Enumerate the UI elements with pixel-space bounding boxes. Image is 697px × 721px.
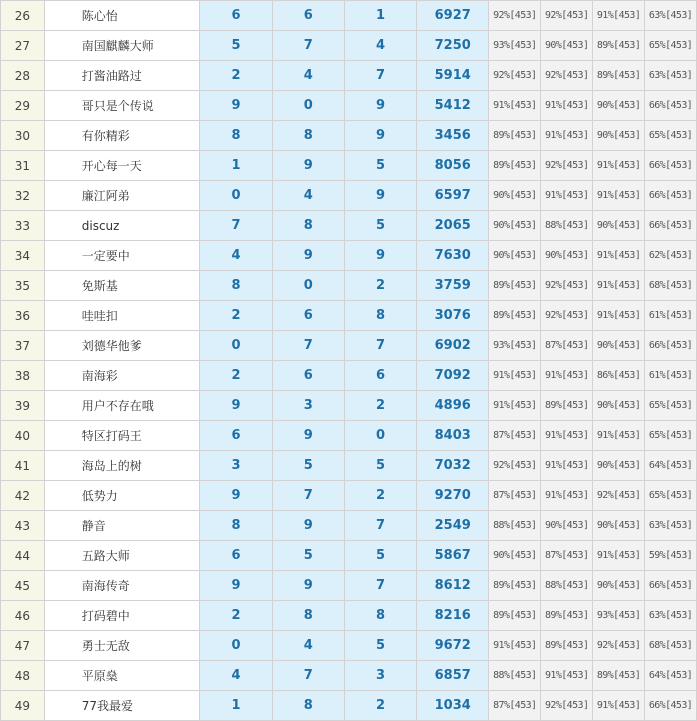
stat-1-cell: 92%[453] [489, 451, 541, 481]
stat-2-cell: 87%[453] [541, 331, 593, 361]
stat-2-cell: 92%[453] [541, 301, 593, 331]
digit-1-cell: 4 [200, 241, 272, 271]
stat-4-cell: 68%[453] [645, 271, 697, 301]
number-cell: 2549 [417, 511, 489, 541]
number-cell: 6902 [417, 331, 489, 361]
stat-3-cell: 90%[453] [593, 121, 645, 151]
stat-2-cell: 91%[453] [541, 91, 593, 121]
table-row [1, 151, 697, 181]
stat-1-cell: 91%[453] [489, 631, 541, 661]
number-cell: 7630 [417, 241, 489, 271]
digit-3-cell: 7 [344, 571, 416, 601]
stat-4-cell: 65%[453] [645, 121, 697, 151]
stat-2-cell: 91%[453] [541, 181, 593, 211]
digit-3-cell: 0 [344, 421, 416, 451]
stat-3-cell: 90%[453] [593, 451, 645, 481]
stat-2-cell: 87%[453] [541, 541, 593, 571]
rank-cell: 35 [1, 271, 45, 301]
stat-4-cell: 66%[453] [645, 571, 697, 601]
username-cell: 廉江阿弟 [44, 181, 200, 211]
table-row [1, 571, 697, 601]
stat-3-cell: 92%[453] [593, 481, 645, 511]
digit-1-cell: 8 [200, 511, 272, 541]
username-cell: 南海彩 [44, 361, 200, 391]
rank-cell: 45 [1, 571, 45, 601]
username-cell: 用户不存在哦 [44, 391, 200, 421]
stat-1-cell: 87%[453] [489, 421, 541, 451]
stat-2-cell: 89%[453] [541, 631, 593, 661]
stat-1-cell: 87%[453] [489, 481, 541, 511]
number-cell: 7032 [417, 451, 489, 481]
stat-3-cell: 90%[453] [593, 91, 645, 121]
digit-1-cell: 4 [200, 661, 272, 691]
digit-1-cell: 2 [200, 61, 272, 91]
rank-cell: 37 [1, 331, 45, 361]
username-cell: 打码碧中 [44, 601, 200, 631]
username-cell: 刘德华他爹 [44, 331, 200, 361]
stat-1-cell: 89%[453] [489, 601, 541, 631]
digit-3-cell: 5 [344, 451, 416, 481]
stat-4-cell: 66%[453] [645, 331, 697, 361]
stat-1-cell: 89%[453] [489, 151, 541, 181]
digit-1-cell: 3 [200, 451, 272, 481]
digit-1-cell: 9 [200, 391, 272, 421]
stat-4-cell: 65%[453] [645, 421, 697, 451]
rank-cell: 38 [1, 361, 45, 391]
number-cell: 1034 [417, 691, 489, 721]
stat-4-cell: 59%[453] [645, 541, 697, 571]
stat-4-cell: 62%[453] [645, 241, 697, 271]
stat-2-cell: 92%[453] [541, 691, 593, 721]
digit-1-cell: 6 [200, 1, 272, 31]
number-cell: 8056 [417, 151, 489, 181]
stat-4-cell: 64%[453] [645, 661, 697, 691]
digit-3-cell: 6 [344, 361, 416, 391]
number-cell: 8216 [417, 601, 489, 631]
stat-3-cell: 91%[453] [593, 271, 645, 301]
stat-2-cell: 92%[453] [541, 151, 593, 181]
digit-2-cell: 9 [272, 151, 344, 181]
table-row [1, 361, 697, 391]
stat-3-cell: 92%[453] [593, 631, 645, 661]
table-row [1, 661, 697, 691]
digit-2-cell: 7 [272, 661, 344, 691]
table-row [1, 1, 697, 31]
digit-3-cell: 8 [344, 601, 416, 631]
stat-3-cell: 90%[453] [593, 211, 645, 241]
username-cell: 南国麒麟大师 [44, 31, 200, 61]
number-cell: 5412 [417, 91, 489, 121]
rank-cell: 43 [1, 511, 45, 541]
stat-1-cell: 89%[453] [489, 301, 541, 331]
rank-cell: 26 [1, 1, 45, 31]
stat-2-cell: 91%[453] [541, 661, 593, 691]
digit-3-cell: 2 [344, 391, 416, 421]
digit-1-cell: 8 [200, 271, 272, 301]
stat-1-cell: 88%[453] [489, 511, 541, 541]
digit-3-cell: 8 [344, 301, 416, 331]
digit-2-cell: 9 [272, 571, 344, 601]
stat-4-cell: 63%[453] [645, 1, 697, 31]
digit-2-cell: 8 [272, 121, 344, 151]
digit-2-cell: 5 [272, 541, 344, 571]
username-cell: 五路大师 [44, 541, 200, 571]
stat-3-cell: 91%[453] [593, 691, 645, 721]
stat-1-cell: 89%[453] [489, 571, 541, 601]
number-cell: 9270 [417, 481, 489, 511]
stat-2-cell: 91%[453] [541, 481, 593, 511]
stat-2-cell: 90%[453] [541, 511, 593, 541]
number-cell: 6597 [417, 181, 489, 211]
digit-1-cell: 7 [200, 211, 272, 241]
stat-1-cell: 90%[453] [489, 541, 541, 571]
ranking-table-body [1, 1, 697, 721]
number-cell: 3456 [417, 121, 489, 151]
digit-3-cell: 2 [344, 691, 416, 721]
table-row [1, 181, 697, 211]
digit-1-cell: 1 [200, 151, 272, 181]
stat-4-cell: 61%[453] [645, 361, 697, 391]
rank-cell: 46 [1, 601, 45, 631]
stat-3-cell: 91%[453] [593, 421, 645, 451]
table-row [1, 421, 697, 451]
digit-1-cell: 2 [200, 301, 272, 331]
number-cell: 7250 [417, 31, 489, 61]
digit-1-cell: 9 [200, 91, 272, 121]
rank-cell: 42 [1, 481, 45, 511]
table-row [1, 451, 697, 481]
rank-cell: 40 [1, 421, 45, 451]
rank-cell: 30 [1, 121, 45, 151]
username-cell: 一定要中 [44, 241, 200, 271]
stat-2-cell: 88%[453] [541, 211, 593, 241]
digit-2-cell: 8 [272, 211, 344, 241]
stat-1-cell: 91%[453] [489, 391, 541, 421]
stat-3-cell: 91%[453] [593, 181, 645, 211]
table-row [1, 271, 697, 301]
rank-cell: 28 [1, 61, 45, 91]
digit-3-cell: 9 [344, 241, 416, 271]
stat-1-cell: 88%[453] [489, 661, 541, 691]
stat-3-cell: 93%[453] [593, 601, 645, 631]
number-cell: 5867 [417, 541, 489, 571]
digit-3-cell: 9 [344, 181, 416, 211]
digit-1-cell: 2 [200, 601, 272, 631]
stat-1-cell: 90%[453] [489, 241, 541, 271]
digit-2-cell: 9 [272, 511, 344, 541]
username-cell: 77我最爱 [44, 691, 200, 721]
stat-1-cell: 91%[453] [489, 361, 541, 391]
digit-3-cell: 7 [344, 61, 416, 91]
stat-1-cell: 92%[453] [489, 61, 541, 91]
rank-cell: 29 [1, 91, 45, 121]
stat-3-cell: 91%[453] [593, 541, 645, 571]
stat-2-cell: 92%[453] [541, 61, 593, 91]
digit-1-cell: 5 [200, 31, 272, 61]
stat-3-cell: 91%[453] [593, 301, 645, 331]
table-row [1, 691, 697, 721]
username-cell: 平原燊 [44, 661, 200, 691]
digit-3-cell: 2 [344, 481, 416, 511]
digit-2-cell: 3 [272, 391, 344, 421]
digit-3-cell: 4 [344, 31, 416, 61]
number-cell: 9672 [417, 631, 489, 661]
stat-1-cell: 87%[453] [489, 691, 541, 721]
digit-2-cell: 4 [272, 181, 344, 211]
digit-1-cell: 0 [200, 181, 272, 211]
digit-2-cell: 8 [272, 691, 344, 721]
digit-2-cell: 6 [272, 301, 344, 331]
table-row [1, 61, 697, 91]
digit-1-cell: 1 [200, 691, 272, 721]
stat-4-cell: 61%[453] [645, 301, 697, 331]
stat-4-cell: 64%[453] [645, 451, 697, 481]
digit-2-cell: 4 [272, 631, 344, 661]
stat-3-cell: 90%[453] [593, 571, 645, 601]
digit-1-cell: 0 [200, 631, 272, 661]
number-cell: 8612 [417, 571, 489, 601]
username-cell: 哇哇扣 [44, 301, 200, 331]
stat-1-cell: 90%[453] [489, 181, 541, 211]
table-row [1, 31, 697, 61]
digit-2-cell: 7 [272, 481, 344, 511]
digit-2-cell: 5 [272, 451, 344, 481]
digit-2-cell: 9 [272, 421, 344, 451]
rank-cell: 49 [1, 691, 45, 721]
table-row [1, 301, 697, 331]
table-row [1, 91, 697, 121]
stat-2-cell: 91%[453] [541, 121, 593, 151]
rank-cell: 36 [1, 301, 45, 331]
stat-1-cell: 92%[453] [489, 1, 541, 31]
stat-1-cell: 93%[453] [489, 331, 541, 361]
rank-cell: 48 [1, 661, 45, 691]
stat-2-cell: 92%[453] [541, 1, 593, 31]
number-cell: 3076 [417, 301, 489, 331]
username-cell: 南海传奇 [44, 571, 200, 601]
digit-1-cell: 6 [200, 421, 272, 451]
username-cell: 低势力 [44, 481, 200, 511]
digit-3-cell: 9 [344, 91, 416, 121]
stat-3-cell: 91%[453] [593, 1, 645, 31]
username-cell: discuz [44, 211, 200, 241]
rank-cell: 27 [1, 31, 45, 61]
digit-2-cell: 0 [272, 91, 344, 121]
digit-2-cell: 7 [272, 331, 344, 361]
digit-2-cell: 6 [272, 361, 344, 391]
stat-2-cell: 90%[453] [541, 241, 593, 271]
stat-4-cell: 66%[453] [645, 91, 697, 121]
stat-3-cell: 86%[453] [593, 361, 645, 391]
stat-4-cell: 66%[453] [645, 151, 697, 181]
username-cell: 陈心怡 [44, 1, 200, 31]
username-cell: 勇士无敌 [44, 631, 200, 661]
stat-3-cell: 90%[453] [593, 511, 645, 541]
number-cell: 6927 [417, 1, 489, 31]
table-row [1, 211, 697, 241]
stat-1-cell: 93%[453] [489, 31, 541, 61]
stat-4-cell: 63%[453] [645, 511, 697, 541]
number-cell: 2065 [417, 211, 489, 241]
rank-cell: 41 [1, 451, 45, 481]
stat-2-cell: 92%[453] [541, 271, 593, 301]
digit-3-cell: 5 [344, 151, 416, 181]
stat-4-cell: 66%[453] [645, 691, 697, 721]
digit-3-cell: 7 [344, 331, 416, 361]
username-cell: 有你精彩 [44, 121, 200, 151]
rank-cell: 32 [1, 181, 45, 211]
digit-2-cell: 6 [272, 1, 344, 31]
digit-1-cell: 0 [200, 331, 272, 361]
table-row [1, 601, 697, 631]
digit-1-cell: 9 [200, 481, 272, 511]
stat-4-cell: 66%[453] [645, 181, 697, 211]
digit-3-cell: 5 [344, 631, 416, 661]
stat-4-cell: 65%[453] [645, 391, 697, 421]
username-cell: 海岛上的树 [44, 451, 200, 481]
stat-3-cell: 91%[453] [593, 151, 645, 181]
digit-3-cell: 5 [344, 541, 416, 571]
table-row [1, 331, 697, 361]
digit-1-cell: 9 [200, 571, 272, 601]
table-row [1, 391, 697, 421]
table-row [1, 481, 697, 511]
table-row [1, 631, 697, 661]
number-cell: 6857 [417, 661, 489, 691]
stat-4-cell: 63%[453] [645, 601, 697, 631]
stat-3-cell: 89%[453] [593, 61, 645, 91]
stat-3-cell: 89%[453] [593, 31, 645, 61]
stat-1-cell: 91%[453] [489, 91, 541, 121]
table-row [1, 541, 697, 571]
rank-cell: 44 [1, 541, 45, 571]
number-cell: 3759 [417, 271, 489, 301]
digit-1-cell: 6 [200, 541, 272, 571]
stat-3-cell: 91%[453] [593, 241, 645, 271]
username-cell: 静音 [44, 511, 200, 541]
rank-cell: 34 [1, 241, 45, 271]
table-row [1, 511, 697, 541]
digit-1-cell: 8 [200, 121, 272, 151]
digit-3-cell: 9 [344, 121, 416, 151]
number-cell: 7092 [417, 361, 489, 391]
stat-2-cell: 91%[453] [541, 421, 593, 451]
stat-1-cell: 89%[453] [489, 271, 541, 301]
table-row [1, 241, 697, 271]
stat-2-cell: 88%[453] [541, 571, 593, 601]
stat-2-cell: 91%[453] [541, 361, 593, 391]
number-cell: 8403 [417, 421, 489, 451]
stat-2-cell: 91%[453] [541, 451, 593, 481]
table-row [1, 121, 697, 151]
rank-cell: 33 [1, 211, 45, 241]
digit-3-cell: 1 [344, 1, 416, 31]
rank-cell: 47 [1, 631, 45, 661]
digit-2-cell: 0 [272, 271, 344, 301]
rank-cell: 39 [1, 391, 45, 421]
stat-4-cell: 63%[453] [645, 61, 697, 91]
stat-3-cell: 89%[453] [593, 661, 645, 691]
digit-3-cell: 2 [344, 271, 416, 301]
stat-2-cell: 89%[453] [541, 601, 593, 631]
rank-cell: 31 [1, 151, 45, 181]
username-cell: 开心每一天 [44, 151, 200, 181]
stat-4-cell: 65%[453] [645, 481, 697, 511]
digit-3-cell: 3 [344, 661, 416, 691]
digit-3-cell: 5 [344, 211, 416, 241]
stat-4-cell: 65%[453] [645, 31, 697, 61]
digit-2-cell: 9 [272, 241, 344, 271]
digit-2-cell: 8 [272, 601, 344, 631]
username-cell: 免斯基 [44, 271, 200, 301]
stat-2-cell: 90%[453] [541, 31, 593, 61]
stat-4-cell: 68%[453] [645, 631, 697, 661]
digit-1-cell: 2 [200, 361, 272, 391]
stat-3-cell: 90%[453] [593, 331, 645, 361]
number-cell: 4896 [417, 391, 489, 421]
number-cell: 5914 [417, 61, 489, 91]
username-cell: 打酱油路过 [44, 61, 200, 91]
stat-1-cell: 90%[453] [489, 211, 541, 241]
stat-1-cell: 89%[453] [489, 121, 541, 151]
digit-2-cell: 4 [272, 61, 344, 91]
stat-3-cell: 90%[453] [593, 391, 645, 421]
stat-4-cell: 66%[453] [645, 211, 697, 241]
username-cell: 哥只是个传说 [44, 91, 200, 121]
digit-3-cell: 7 [344, 511, 416, 541]
username-cell: 特区打码王 [44, 421, 200, 451]
digit-2-cell: 7 [272, 31, 344, 61]
stat-2-cell: 89%[453] [541, 391, 593, 421]
